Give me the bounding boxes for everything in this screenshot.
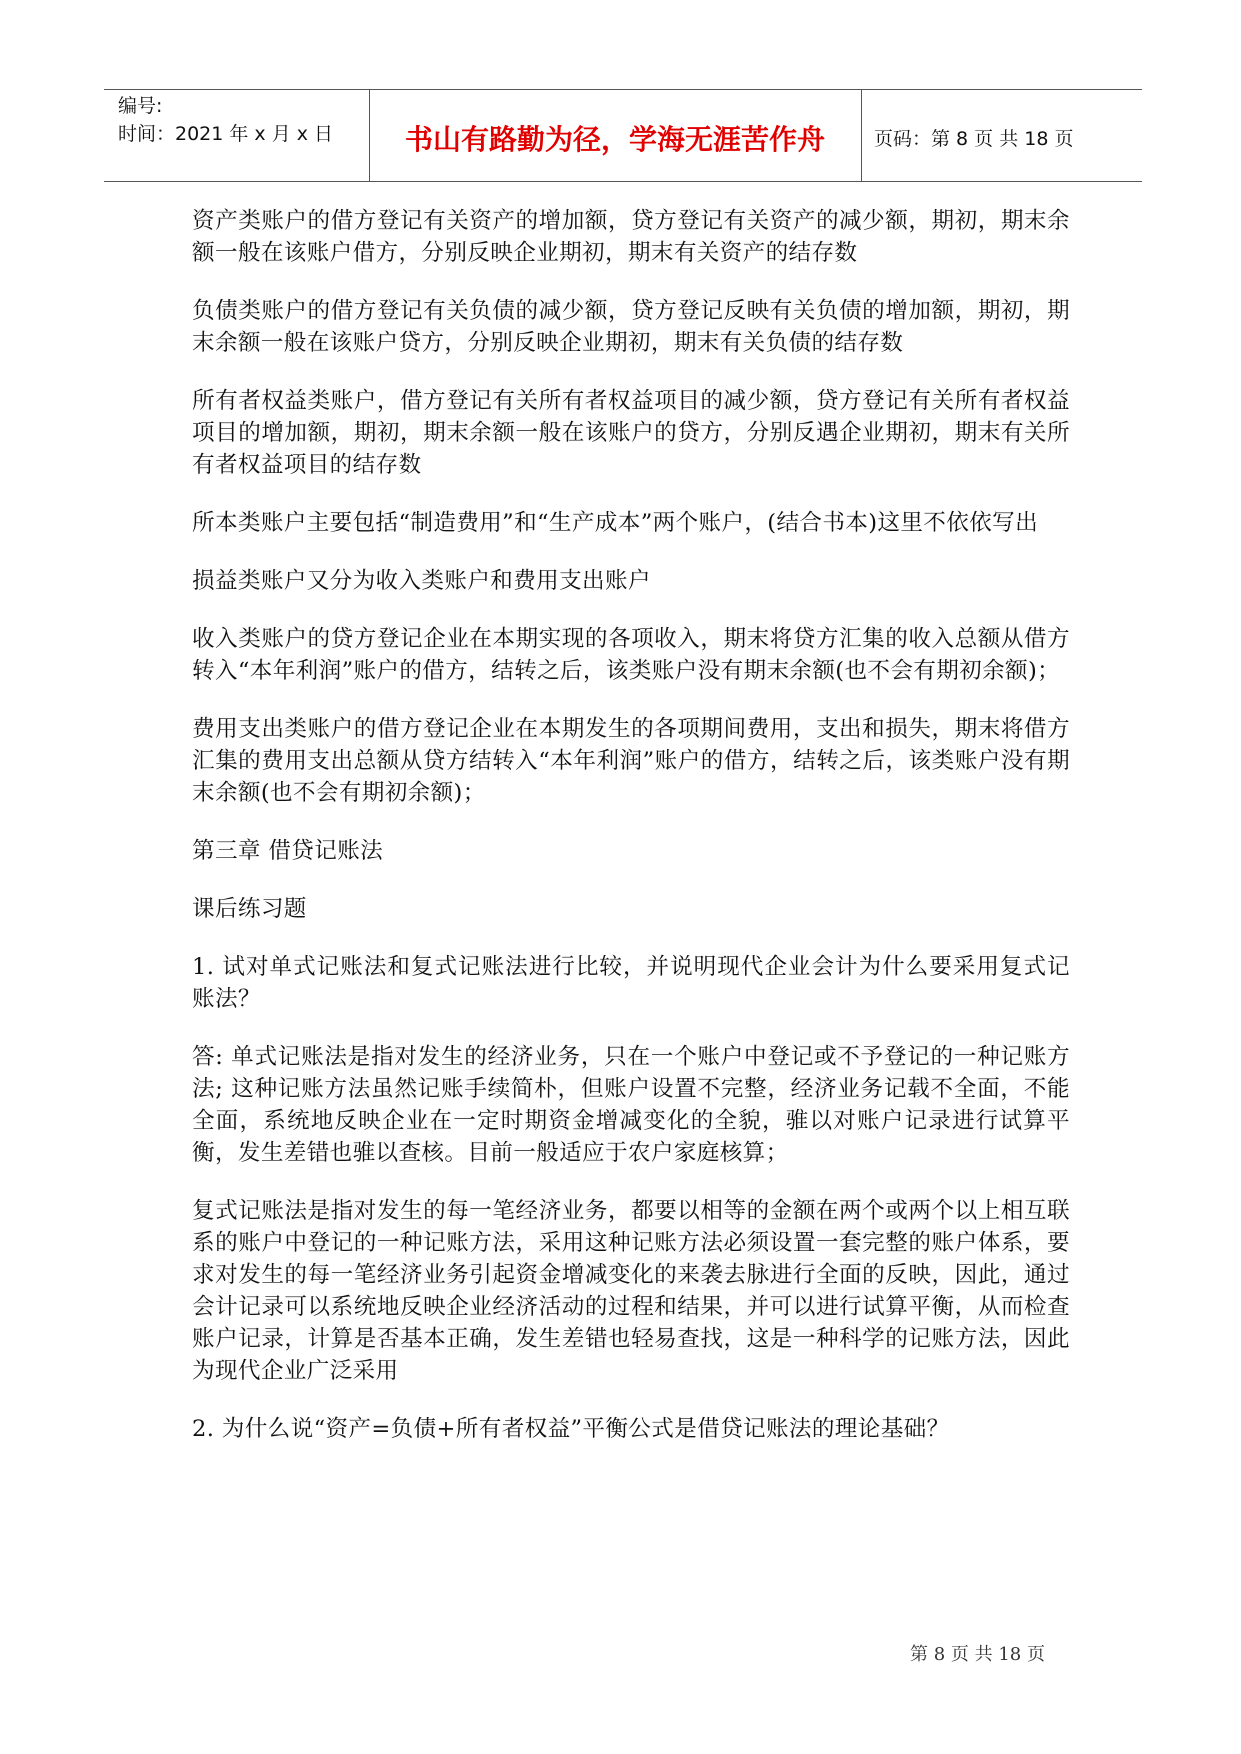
paragraph-liabilities: 负债类账户的借方登记有关负债的减少额，贷方登记反映有关负债的增加额，期初，期末余额一般在该账户贷方，分别反映企业期初，期末有关负债的结存数 (192, 298, 1070, 356)
paragraph-revenue: 收入类账户的贷方登记企业在本期实现的各项收入，期末将贷方汇集的收入总额从借方转入“本年利润”账户的借方，结转之后，该类账户没有期末余额(也不会有期初余额)； (192, 626, 1070, 684)
document-body (192, 205, 1070, 1471)
question-1: 1. 试对单式记账法和复式记账法进行比较，并说明现代企业会计为什么要采用复式记账法？ (192, 954, 1070, 1012)
paragraph-equity: 所有者权益类账户，借方登记有关所有者权益项目的减少额，贷方登记有关所有者权益项目的增加额，期初，期末余额一般在该账户的贷方，分别反遇企业期初，期末有关所有者权益项目的结存数 (192, 388, 1070, 478)
header-bottom-rule (104, 181, 1142, 182)
header-page-code: 页码：第 8 页 共 18 页 (874, 128, 1074, 150)
header-motto: 书山有路勤为径，学海无涯苦作舟 (404, 123, 825, 156)
answer-1-single-entry: 答: 单式记账法是指对发生的经济业务，只在一个账户中登记或不予登记的一种记账方法; 这种记账方法虽然记账手续简朴，但账户设置不完整，经济业务记载不全面，不能全面，系统地反映企业在一定时期资金增减变化的全貌，骓以对账户记录进行试算平衡，发生差错也骓以查核。目前一般适应于农户家庭核算； (192, 1044, 1070, 1166)
header-top-rule (104, 89, 1142, 90)
chapter-heading: 第三章 借贷记账法 (192, 838, 384, 864)
exercises-heading: 课后练习题 (192, 896, 307, 922)
paragraph-cost-accounts: 所本类账户主要包括“制造费用”和“生产成本”两个账户，(结合书本)这里不依依写出 (192, 510, 1039, 536)
page-footer: 第 8 页 共 18 页 (910, 1644, 1045, 1665)
number-label: 编号: (118, 95, 163, 117)
paragraph-assets: 资产类账户的借方登记有关资产的增加额，贷方登记有关资产的减少额，期初，期末余额一般在该账户借方，分别反映企业期初，期末有关资产的结存数 (192, 208, 1070, 266)
question-2: 2. 为什么说“资产=负债+所有者权益”平衡公式是借贷记账法的理论基础？ (192, 1416, 950, 1442)
paragraph-profit-loss: 损益类账户又分为收入类账户和费用支出账户 (192, 568, 651, 594)
paragraph-expense: 费用支出类账户的借方登记企业在本期发生的各项期间费用，支出和损失，期末将借方汇集的费用支出总额从贷方结转入“本年利润”账户的借方，结转之后，该类账户没有期末余额(也不会有期初余额)； (192, 716, 1070, 806)
answer-1-double-entry: 复式记账法是指对发生的每一笔经济业务，都要以相等的金额在两个或两个以上相互联系的账户中登记的一种记账方法，采用这种记账方法必须设置一套完整的账户体系，要求对发生的每一笔经济业务引起资金增减变化的来袭去脉进行全面的反映，因此，通过会计记录可以系统地反映企业经济活动的过程和结果，并可以进行试算平衡，从而检查账户记录，计算是否基本正确，发生差错也轻易查找，这是一种科学的记账方法，因此为现代企业广泛采用 (192, 1198, 1070, 1384)
header-divider-right (861, 89, 862, 181)
time-label: 时间：2021 年 x 月 x 日 (118, 123, 334, 145)
header-left-cell (118, 92, 333, 148)
